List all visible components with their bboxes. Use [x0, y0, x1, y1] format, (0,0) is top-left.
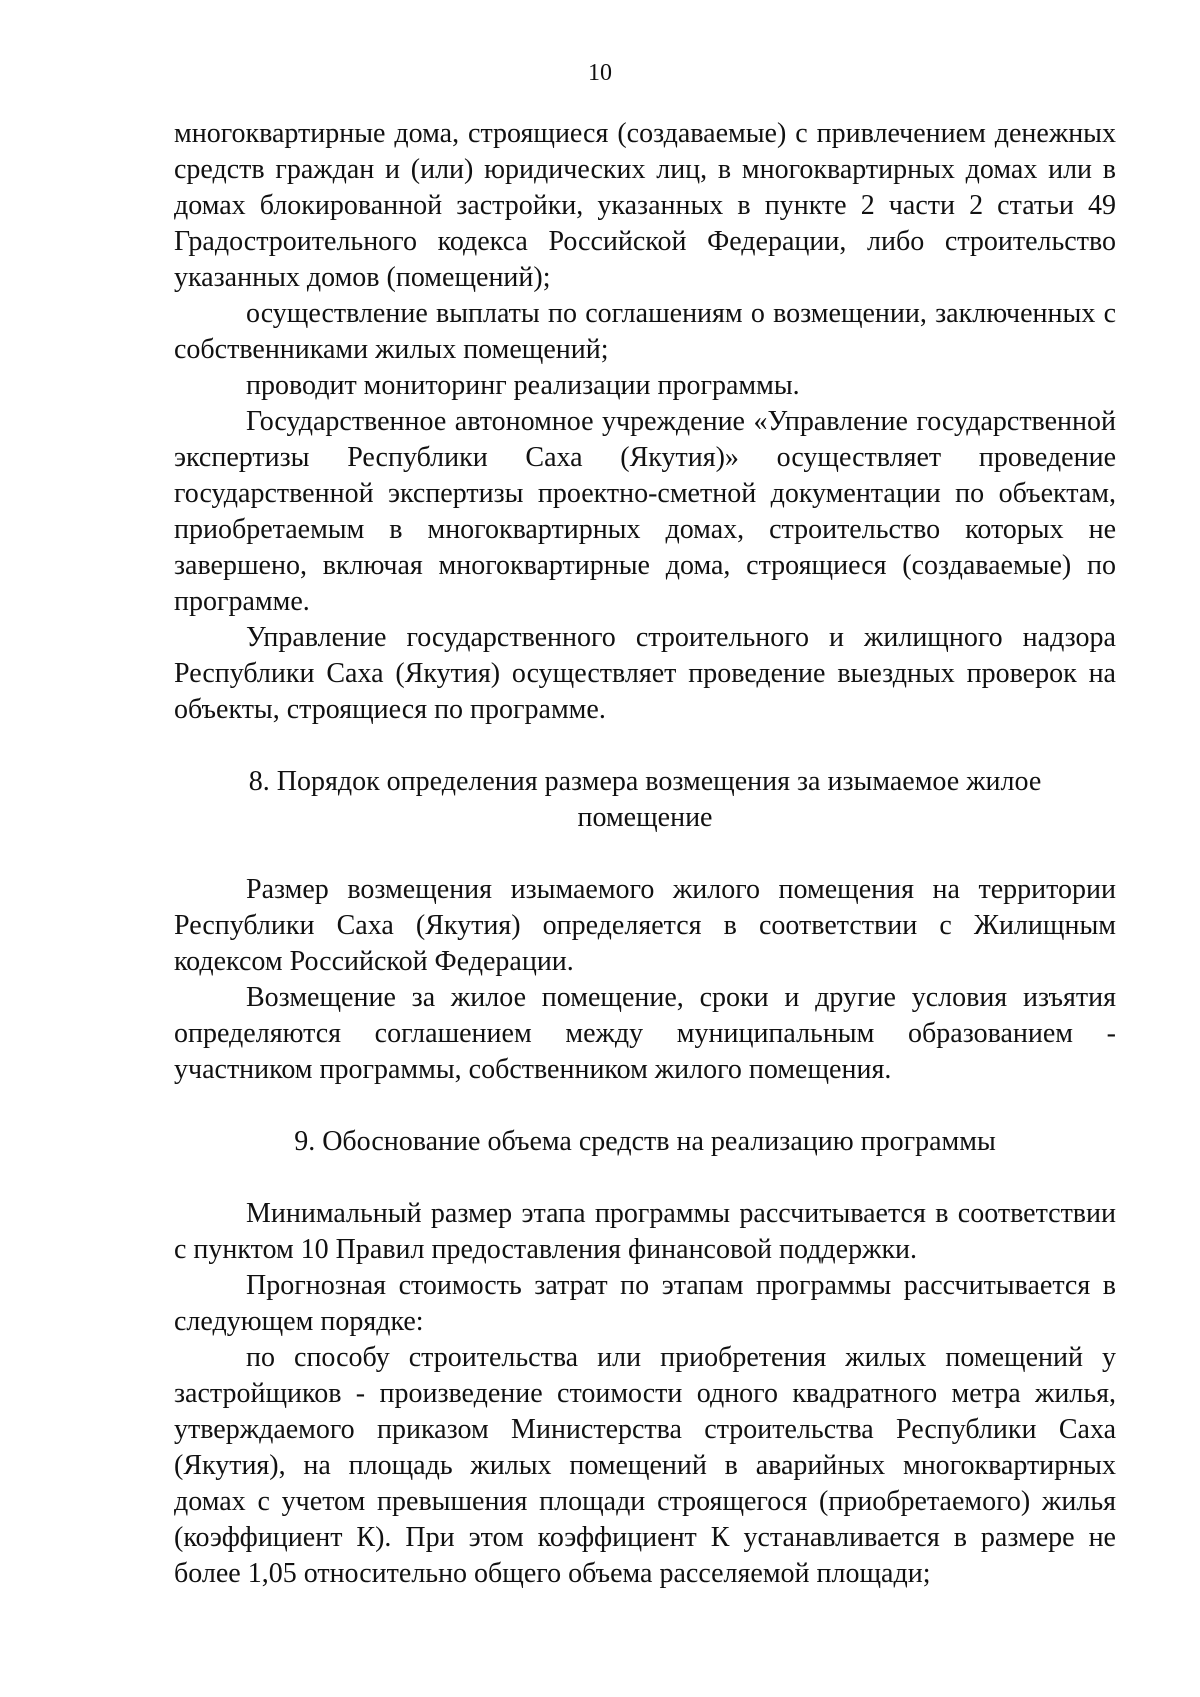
spacer: [174, 728, 1116, 764]
paragraph: Управление государственного строительного и жилищного надзора Республики Саха (Якутия) осуществляет проведение выездных проверок на объекты, строящиеся по программе.: [174, 622, 1116, 725]
section-8-heading-line-1: 8. Порядок определения размера возмещения за изымаемое жилое: [248, 766, 1042, 797]
paragraph: по способу строительства или приобретения жилых помещений у застройщиков - произведение стоимости одного квадратного метра жилья, утверждаемого приказом Министерства строительства Республики Саха (Якутия), на площадь жилых помещений в аварийных многоквартирных домах с учетом превышения площади строящегося (приобретаемого) жилья (коэффициент К). При этом коэффициент К устанавливается в размере не более 1,05 относительно общего объема расселяемой площади;: [174, 1342, 1116, 1589]
page-number: 10: [588, 60, 612, 86]
paragraph: Минимальный размер этапа программы рассчитывается в соответствии с пунктом 10 Правил предоставления финансовой поддержки.: [174, 1198, 1116, 1265]
paragraph: осуществление выплаты по соглашениям о возмещении, заключенных с собственниками жилых помещений;: [174, 298, 1116, 365]
paragraph: проводит мониторинг реализации программы.: [246, 370, 800, 401]
spacer: [174, 836, 1116, 872]
spacer: [174, 1088, 1116, 1124]
spacer: [174, 1160, 1116, 1196]
paragraph: Размер возмещения изымаемого жилого помещения на территории Республики Саха (Якутия) определяется в соответствии с Жилищным кодексом Российской Федерации.: [174, 874, 1116, 977]
section-9-heading: 9. Обоснование объема средств на реализацию программы: [294, 1126, 996, 1157]
paragraph: Возмещение за жилое помещение, сроки и другие условия изъятия определяются соглашением между муниципальным образованием - участником программы, собственником жилого помещения.: [174, 982, 1116, 1085]
section-8-heading-line-2: помещение: [577, 802, 713, 833]
page-content: [174, 116, 1116, 1592]
paragraph-continuation: многоквартирные дома, строящиеся (создаваемые) с привлечением денежных средств граждан и (или) юридических лиц, в многоквартирных домах или в домах блокированной застройки, указанных в пункте 2 части 2 статьи 49 Градостроительного кодекса Российской Федерации, либо строительство указанных домов (помещений);: [174, 118, 1116, 293]
paragraph: Государственное автономное учреждение «Управление государственной экспертизы Республики Саха (Якутия)» осуществляет проведение государственной экспертизы проектно-сметной документации по объектам, приобретаемым в многоквартирных домах, строительство которых не завершено, включая многоквартирные дома, строящиеся (создаваемые) по программе.: [174, 406, 1116, 617]
paragraph: Прогнозная стоимость затрат по этапам программы рассчитывается в следующем порядке:: [174, 1270, 1116, 1337]
